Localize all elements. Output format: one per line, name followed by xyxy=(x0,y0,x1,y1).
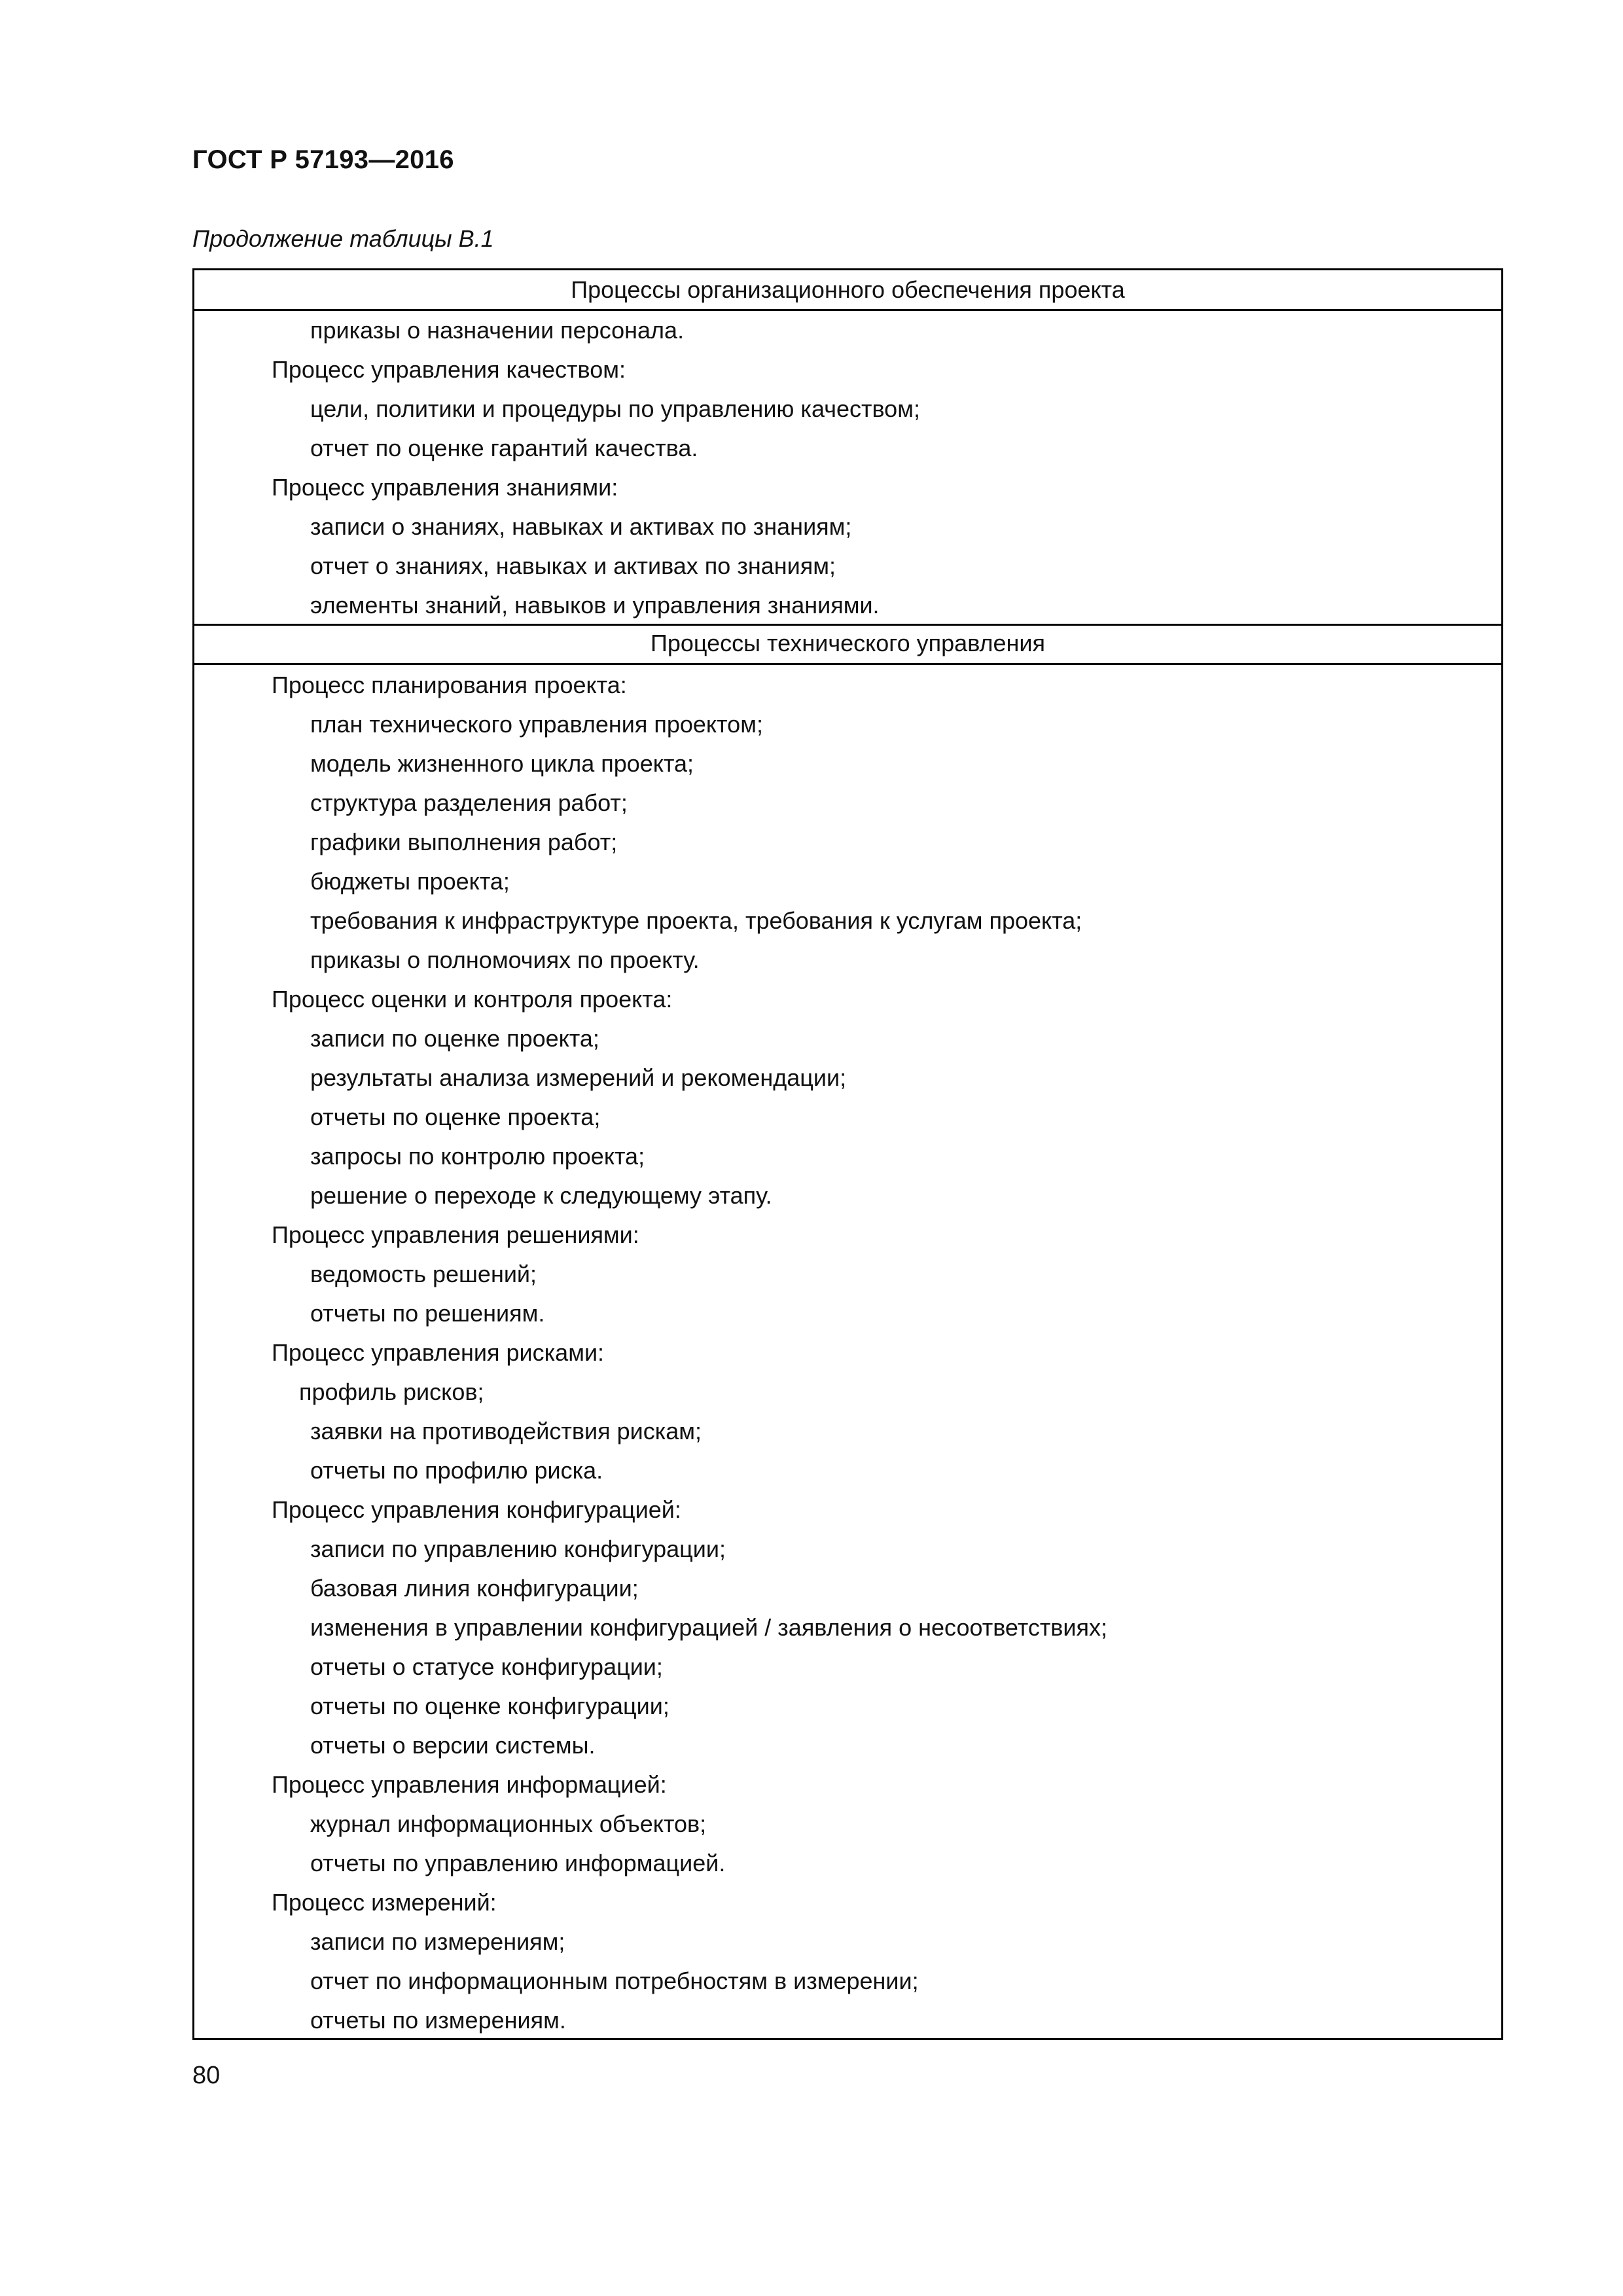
list-item: отчеты по измерениям. xyxy=(310,2007,566,2034)
list-item: базовая линия конфигурации; xyxy=(310,1575,639,1602)
process-heading: Процесс управления качеством: xyxy=(272,356,626,383)
list-item: элементы знаний, навыков и управления знаниями. xyxy=(310,592,880,619)
list-item: записи по оценке проекта; xyxy=(310,1025,599,1052)
list-item: модель жизненного цикла проекта; xyxy=(310,750,694,777)
process-heading: Процесс управления конфигурацией: xyxy=(272,1496,681,1523)
list-item: цели, политики и процедуры по управлению качеством; xyxy=(310,395,920,422)
list-item: отчеты по профилю риска. xyxy=(310,1457,603,1484)
section-header-technical: Процессы технического управления xyxy=(651,630,1045,656)
process-heading: Процесс управления решениями: xyxy=(272,1221,639,1248)
list-item: структура разделения работ; xyxy=(310,789,628,816)
list-item: результаты анализа измерений и рекомендации; xyxy=(310,1064,847,1091)
continuation-table xyxy=(192,268,1503,2040)
list-item: отчет о знаниях, навыках и активах по знаниям; xyxy=(310,552,836,579)
list-item: отчеты по решениям. xyxy=(310,1300,545,1327)
list-item: отчет по оценке гарантий качества. xyxy=(310,435,698,461)
list-item: план технического управления проектом; xyxy=(310,711,763,738)
list-item: журнал информационных объектов; xyxy=(310,1810,707,1837)
list-item: заявки на противодействия рискам; xyxy=(310,1418,702,1444)
section-header-organizational: Процессы организационного обеспечения проекта xyxy=(571,276,1125,303)
list-item: записи по измерениям; xyxy=(310,1928,565,1955)
list-item: ведомость решений; xyxy=(310,1261,537,1287)
table-caption: Продолжение таблицы В.1 xyxy=(192,225,494,252)
list-item: отчеты по оценке проекта; xyxy=(310,1103,601,1130)
list-item: требования к инфраструктуре проекта, требования к услугам проекта; xyxy=(310,907,1082,934)
list-item: изменения в управлении конфигурацией / заявления о несоответствиях; xyxy=(310,1614,1108,1641)
list-item: профиль рисков; xyxy=(299,1378,484,1405)
list-item: запросы по контролю проекта; xyxy=(310,1143,645,1170)
process-heading: Процесс управления рисками: xyxy=(272,1339,605,1366)
section-body-technical xyxy=(194,666,1501,2040)
list-item: записи о знаниях, навыках и активах по знаниям; xyxy=(310,513,852,540)
list-item: отчет по информационным потребностям в измерении; xyxy=(310,1967,919,1994)
process-heading: Процесс планирования проекта: xyxy=(272,672,627,698)
process-heading: Процесс управления информацией: xyxy=(272,1771,667,1798)
list-item: отчеты по управлению информацией. xyxy=(310,1850,726,1876)
process-heading: Процесс измерений: xyxy=(272,1889,497,1916)
list-item: записи по управлению конфигурации; xyxy=(310,1535,726,1562)
table-divider xyxy=(194,663,1501,665)
section-body-organizational xyxy=(194,311,1501,625)
document-code: ГОСТ Р 57193—2016 xyxy=(192,145,454,174)
list-item: решение о переходе к следующему этапу. xyxy=(310,1182,772,1209)
list-item: бюджеты проекта; xyxy=(310,868,510,895)
list-item: приказы о полномочиях по проекту. xyxy=(310,946,700,973)
process-heading: Процесс оценки и контроля проекта: xyxy=(272,986,673,1013)
list-item: отчеты о версии системы. xyxy=(310,1732,596,1759)
process-heading: Процесс управления знаниями: xyxy=(272,474,618,501)
page-number: 80 xyxy=(192,2062,221,2089)
list-item: отчеты о статусе конфигурации; xyxy=(310,1653,663,1680)
list-item: отчеты по оценке конфигурации; xyxy=(310,1693,669,1719)
list-item: приказы о назначении персонала. xyxy=(310,317,685,344)
list-item: графики выполнения работ; xyxy=(310,829,618,855)
